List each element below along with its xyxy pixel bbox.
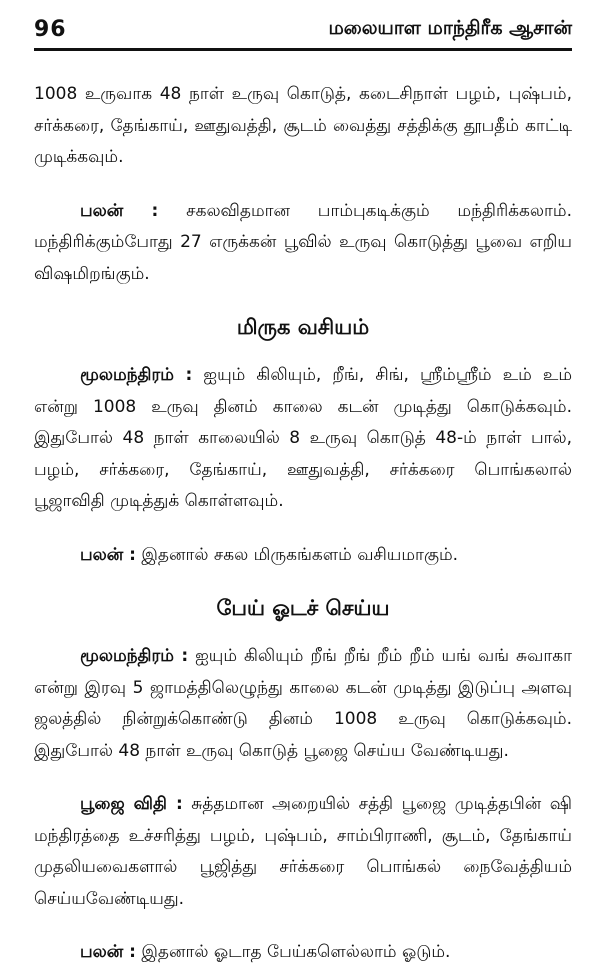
page-header [34,0,572,46]
pooja-text: சுத்தமான அறையில் சத்தி பூஜை முடித்தபின் ஷி மந்திரத்தை உச்சரித்து பழம், புஷ்பம், சாம்பிராணி, சூடம், தேங்காய் முதலியவைகளால் பூஜித்து சர்க்கரை பொங்கல் நைவேத்தியம் செய்யவேண்டியது. [34,794,573,909]
section-heading-pey-oda: பேய் ஓடச் செய்ய [216,596,390,620]
palan-paragraph-3 [34,937,572,969]
palan-label: பலன் : [80,200,159,221]
palan-text: இதனால் ஓடாத பேய்களெல்லாம் ஓடும். [141,942,451,962]
palan-paragraph-2 [34,540,572,572]
mantra-label: மூலமந்திரம் : [80,365,193,385]
continued-paragraph: 1008 உருவாக 48 நாள் உருவு கொடுத், கடைசிநாள் பழம், புஷ்பம், சர்க்கரை, தேங்காய், ஊதுவத்தி, சூடம் வைத்து சத்திக்கு தூபதீம் காட்டி முடிக்கவும். [34,84,572,167]
page-number: 96 [34,17,67,42]
mantra-text: ஐயும் கிலியும் றீங் றீங் றீம் றீம் யங் வங் சுவாகா என்று இரவு 5 ஜாமத்திலெழுந்து காலை கடன் முடித்து இடுப்பு அளவு ஜலத்தில் நின்றுக்கொண்டு தினம் 1008 உருவு கொடுக்கவும். இதுபோல் 48 நாள் உருவு கொடுத் பூஜை செய்ய வேண்டியது. [34,646,572,761]
section-heading-mriga-vasiyam: மிருக வசியம் [236,315,370,339]
mantra-paragraph-2 [34,641,572,767]
book-title: மலையாள மாந்திரீக ஆசான் [328,17,572,39]
mantra-text: ஐயும் கிலியும், றீங், சிங், ஸ்ரீம்ஸ்ரீம் உம் உம் என்று 1008 உருவு தினம் காலை கடன் முடித்து கொடுக்கவும். இதுபோல் 48 நாள் காலையில் 8 உருவு கொடுத் 48-ம் நாள் பால், பழம், சர்க்கரை, தேங்காய், ஊதுவத்தி, சர்க்கரை பொங்கலால் பூஜாவிதி முடித்துக் கொள்ளவும். [34,365,572,511]
palan-text: இதனால் சகல மிருகங்களம் வசியமாகும். [141,544,459,565]
header-rule [34,48,572,51]
page-body [34,79,572,969]
palan-label: பலன் : [80,544,136,565]
palan-paragraph-1 [34,196,572,291]
mantra-paragraph-1 [34,360,572,518]
palan-label: பலன் : [80,942,136,962]
pooja-paragraph [34,789,572,915]
pooja-label: பூஜை விதி : [80,794,183,814]
mantra-label: மூலமந்திரம் : [80,646,189,666]
palan-text: சகலவிதமான பாம்புகடிக்கும் மந்திரிக்கலாம். மந்திரிக்கும்போது 27 எருக்கன் பூவில் உருவு கொடுத்து பூவை எறிய விஷமிறங்கும். [34,200,573,284]
